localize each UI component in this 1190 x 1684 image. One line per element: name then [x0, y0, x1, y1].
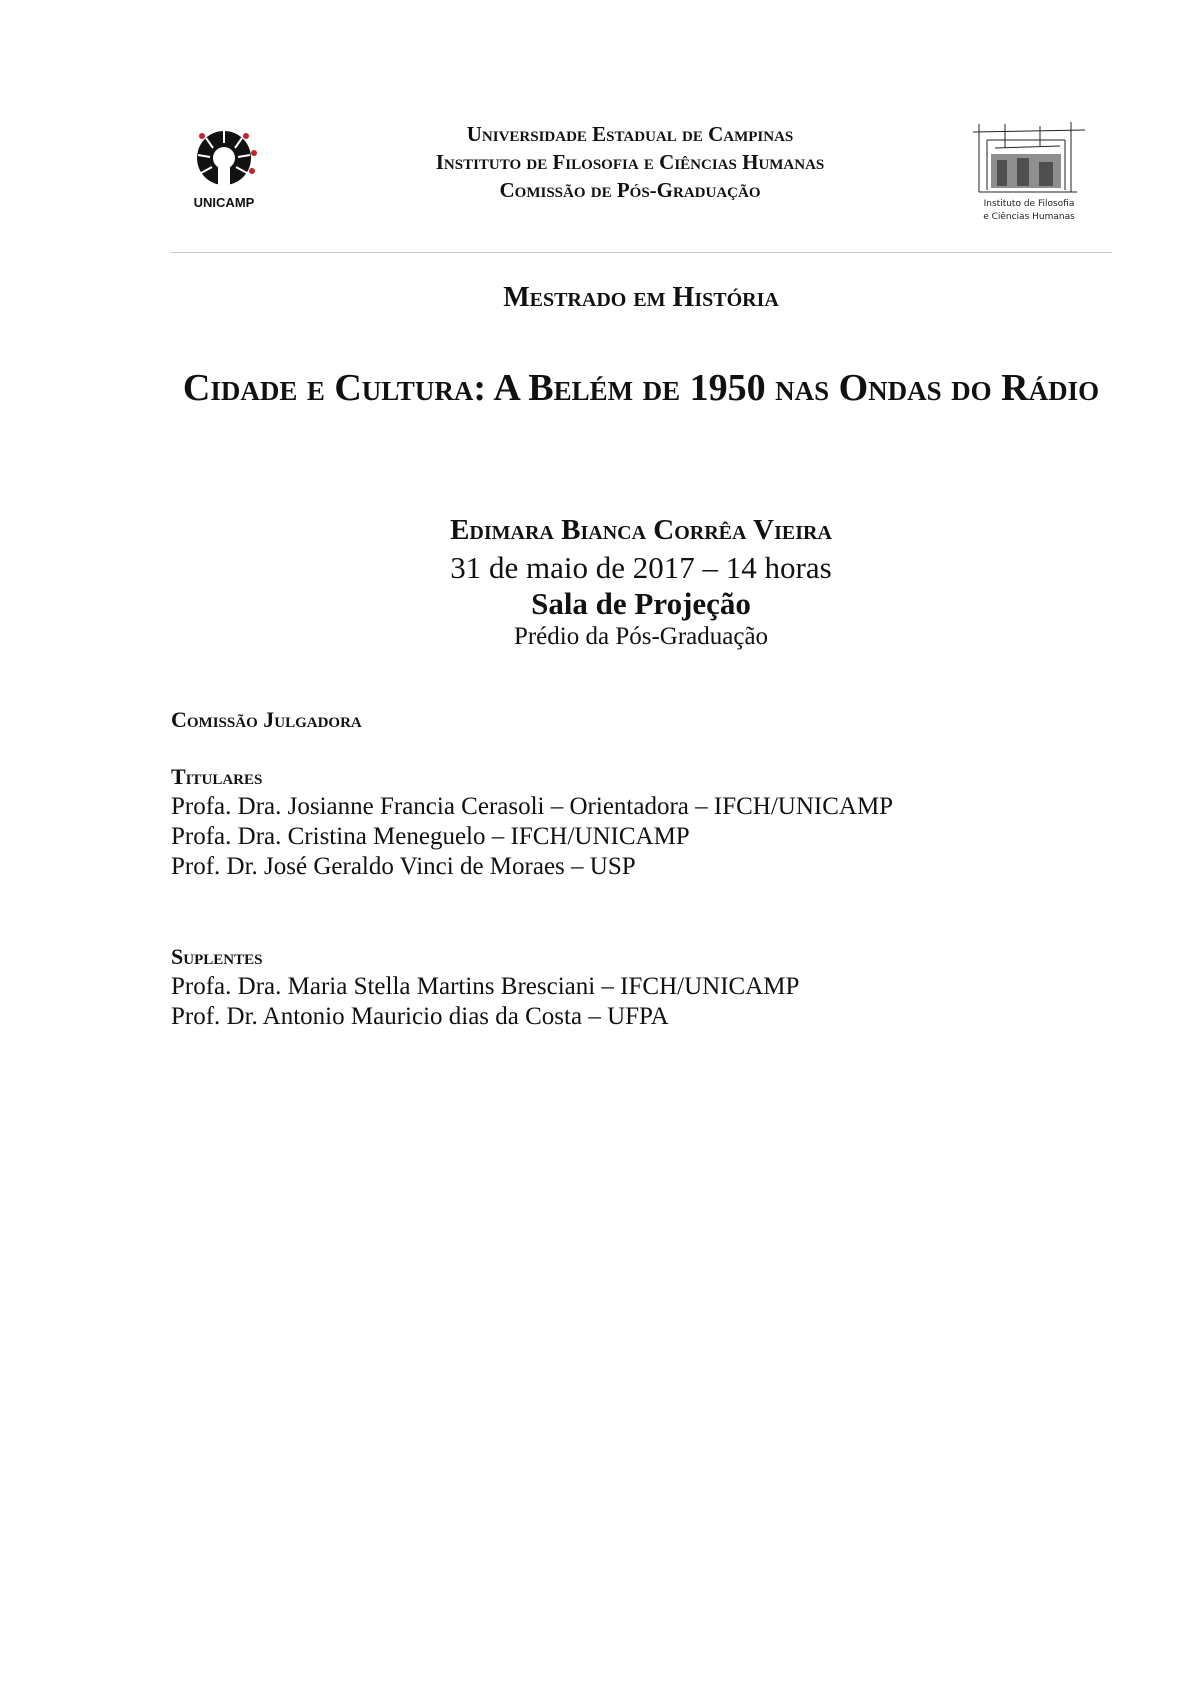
- program-title: Mestrado em História: [503, 282, 779, 313]
- titular-member: Profa. Dra. Josianne Francia Cerasoli – Orientadora – IFCH/UNICAMP: [171, 793, 894, 820]
- suplentes-section: [171, 942, 1111, 1032]
- ifch-logo: [965, 120, 1090, 225]
- titular-member: Profa. Dra. Cristina Meneguelo – IFCH/UNICAMP: [171, 823, 690, 850]
- titular-member: Prof. Dr. José Geraldo Vinci de Moraes – USP: [171, 853, 636, 880]
- titulares-heading: Titulares: [171, 764, 263, 789]
- unicamp-logo: [188, 123, 268, 213]
- defense-building: Prédio da Pós-Graduação: [513, 623, 769, 650]
- suplente-member: Prof. Dr. Antonio Mauricio dias da Costa – UFPA: [171, 1003, 669, 1030]
- author-name: Edimara Bianca Corrêa Vieira: [450, 514, 832, 546]
- header-divider: [170, 252, 1112, 253]
- university-name: Universidade Estadual de Campinas: [466, 122, 794, 146]
- titulares-section: [171, 762, 1111, 882]
- thesis-title: Cidade e Cultura: A Belém de 1950 nas Ondas do Rádio: [182, 367, 1100, 409]
- ifch-logo-text-line2: e Ciências Humanas: [983, 212, 1075, 222]
- suplente-member: Profa. Dra. Maria Stella Martins Bresciani – IFCH/UNICAMP: [171, 973, 800, 1000]
- page-header: [170, 115, 1110, 230]
- institute-name: Instituto de Filosofia e Ciências Humanas: [435, 150, 825, 174]
- suplentes-heading: Suplentes: [171, 944, 263, 969]
- ifch-logo-text-line1: Instituto de Filosofia: [983, 199, 1075, 209]
- defense-datetime: 31 de maio de 2017 – 14 horas: [450, 550, 832, 585]
- unicamp-logo-text: UNICAMP: [193, 195, 255, 210]
- committee-heading: Comissão Julgadora: [171, 707, 362, 732]
- defense-room: Sala de Projeção: [531, 586, 751, 621]
- commission-name: Comissão de Pós-Graduação: [499, 178, 761, 202]
- header-institution-lines: [330, 120, 930, 204]
